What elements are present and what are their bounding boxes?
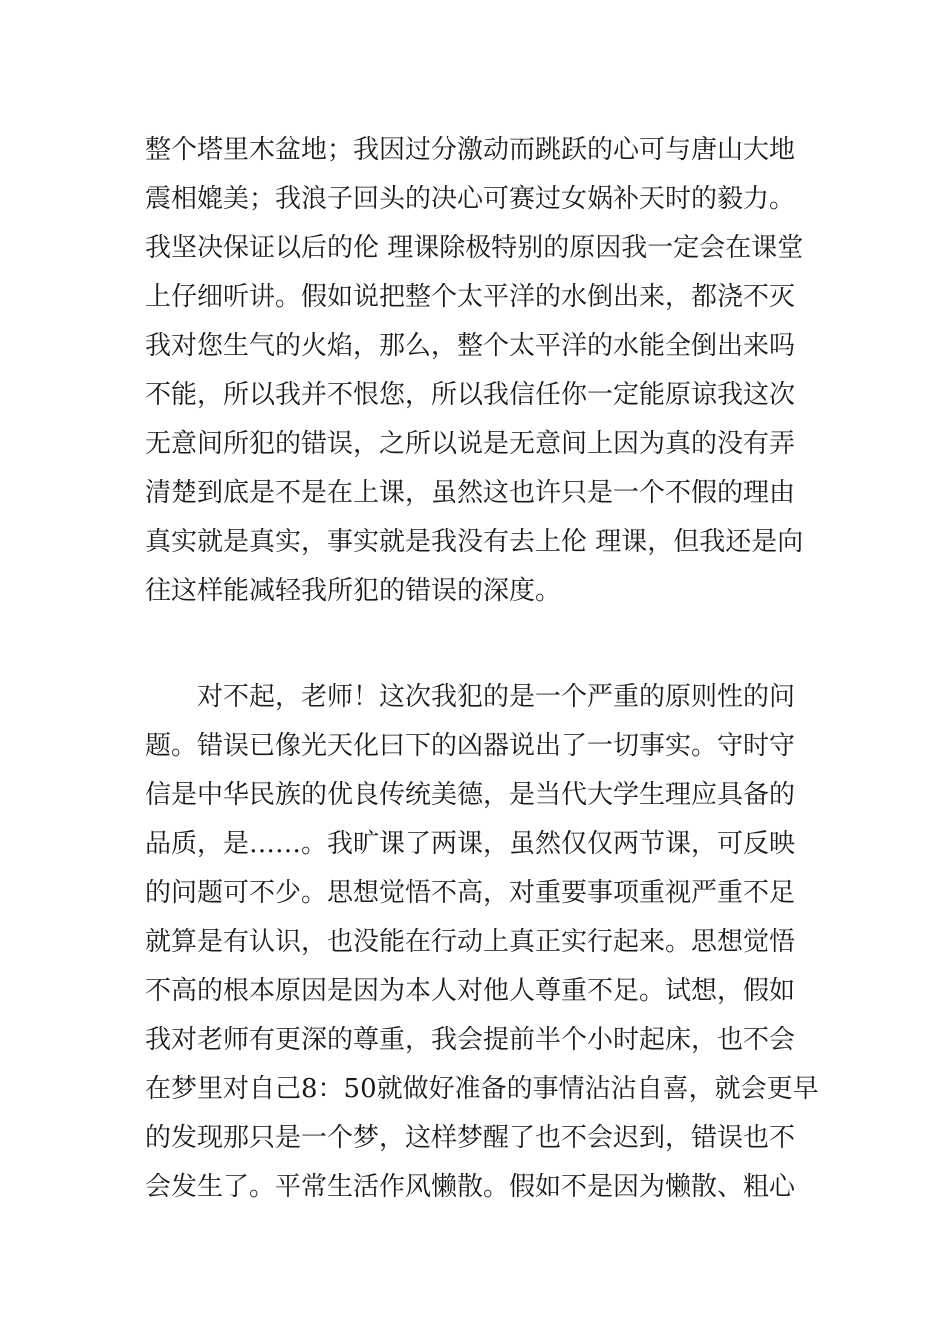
- text-line: 会发生了。平常生活作风懒散。假如不是因为懒散、粗心: [145, 1172, 796, 1202]
- text-line: 我对您生气的火焰，那么，整个太平洋的水能全倒出来吗: [145, 331, 796, 361]
- text-line: 往这样能减轻我所犯的错误的深度。: [145, 576, 562, 606]
- paragraph-2: [145, 673, 819, 1212]
- text-line: 题。错误已像光天化曰下的凶器说出了一切事实。守时守: [145, 731, 796, 761]
- text-line: 不能，所以我并不恨您，所以我信任你一定能原谅我这次: [145, 380, 796, 410]
- paragraph-1: [145, 126, 815, 616]
- text-line: 整个塔里木盆地；我因过分激动而跳跃的心可与唐山大地: [145, 135, 796, 165]
- text-line: 上仔细听讲。假如说把整个太平洋的水倒出来，都浇不灭: [145, 282, 796, 312]
- text-line: 我对老师有更深的尊重，我会提前半个小时起床，也不会: [145, 1025, 796, 1055]
- text-line: 不高的根本原因是因为本人对他人尊重不足。试想，假如: [145, 976, 796, 1006]
- text-line-indented: 对不起，老师！这次我犯的是一个严重的原则性的问: [197, 682, 796, 712]
- text-line: 信是中华民族的优良传统美德，是当代大学生理应具备的: [145, 780, 796, 810]
- text-line: 的发现那只是一个梦，这样梦醒了也不会迟到，错误也不: [145, 1123, 796, 1153]
- text-line: 真实就是真实，事实就是我没有去上伦 理课，但我还是向: [145, 527, 804, 557]
- text-line: 清楚到底是不是在上课，虽然这也许只是一个不假的理由: [145, 478, 796, 508]
- text-line: 震相媲美；我浪子回头的决心可赛过女娲补天时的毅力。: [145, 184, 796, 214]
- text-line: 在梦里对自己8：50就做好准备的事情沾沾自喜，就会更早: [145, 1074, 819, 1104]
- text-line: 无意间所犯的错误，之所以说是无意间上因为真的没有弄: [145, 429, 796, 459]
- text-line: 就算是有认识，也没能在行动上真正实行起来。思想觉悟: [145, 927, 796, 957]
- text-line: 我坚决保证以后的伦 理课除极特别的原因我一定会在课堂: [145, 233, 804, 263]
- text-line: 品质，是……。我旷课了两课，虽然仅仅两节课，可反映: [145, 829, 796, 859]
- text-line: 的问题可不少。思想觉悟不高，对重要事项重视严重不足: [145, 878, 796, 908]
